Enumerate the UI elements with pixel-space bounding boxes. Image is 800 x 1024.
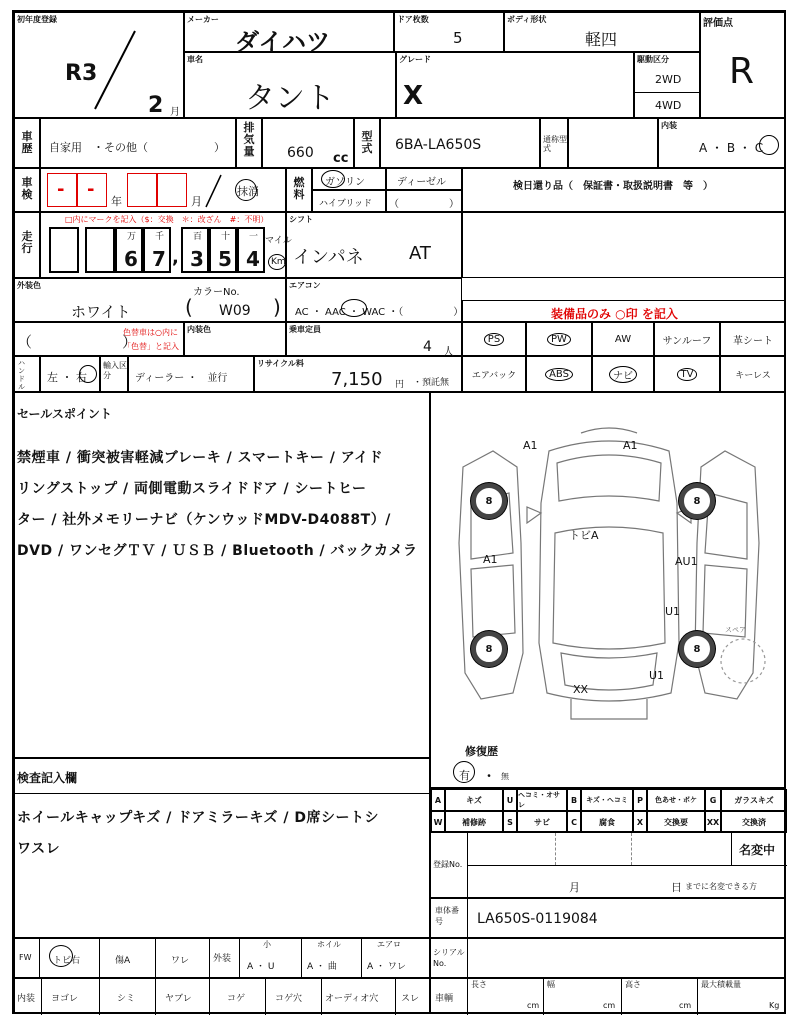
- equip-abs-label: ABS: [545, 368, 573, 381]
- inspection-notes-divider: [15, 793, 431, 794]
- color-no-label: カラーNo.: [193, 287, 240, 298]
- mileage-digit-box-6: [237, 227, 265, 273]
- common-type-cell: [568, 118, 658, 168]
- tyre-rear-right-mark: 8: [693, 643, 701, 655]
- equip-aw-label: AW: [614, 333, 632, 345]
- maker-value: ダイハツ: [235, 28, 331, 56]
- fw-vline-5: [301, 939, 302, 979]
- fuel-other-cell: [386, 190, 462, 212]
- legend-desc: サビ: [517, 811, 567, 833]
- equipment-title: 装備品のみ ○印 を記入: [551, 307, 678, 321]
- ext-aero-label: エアロ: [377, 940, 401, 949]
- fw-item-3: ワレ: [171, 956, 190, 966]
- mileage-unit-ju: 十: [221, 232, 231, 242]
- equip-pw-label: PW: [547, 333, 571, 346]
- int-vline-0: [41, 979, 42, 1015]
- doors-value: 5: [453, 29, 463, 47]
- int-item-7: スレ: [401, 994, 420, 1004]
- equip-ps-label: PS: [484, 333, 504, 346]
- damage-legend-grid: [431, 789, 787, 833]
- recycle-label: リサイクル料: [257, 359, 304, 368]
- mileage-label: 走行: [21, 230, 33, 255]
- fw-item-1: トビ右: [53, 956, 81, 966]
- mileage-digit-5: 4: [246, 247, 260, 271]
- legend-desc: 交換要: [647, 811, 705, 833]
- equip-navi: [592, 356, 654, 392]
- interior-grade-cell: [658, 118, 786, 168]
- model-cell: [184, 52, 396, 118]
- equip-abs: [526, 356, 592, 392]
- dimensions-label: 車輌: [435, 994, 454, 1004]
- dims-vline-3: [697, 979, 698, 1015]
- grade-value: X: [403, 81, 424, 111]
- fuel-gas-circle: [321, 170, 345, 188]
- color-no-value: W09: [219, 303, 251, 319]
- capacity-value: 4: [423, 339, 432, 355]
- inspection-year-unit: 年: [111, 195, 122, 208]
- color-no-paren-close: ): [273, 295, 281, 319]
- color-no-paren-open: (: [185, 295, 193, 319]
- sales-line-4: DVD / ワンセグＴＶ / ＵＳＢ / Bluetooth / バックカメラ: [17, 543, 418, 559]
- auction-sheet: [12, 10, 786, 1014]
- mark-front-left: A1: [523, 439, 538, 452]
- recycle-cell: [254, 356, 462, 392]
- dims-vline-0: [467, 979, 468, 1015]
- mileage-km-label: Km: [271, 257, 286, 267]
- height-unit: cm: [679, 1001, 692, 1010]
- mileage-unit-man: 万: [127, 232, 137, 242]
- doors-label: ドア枚数: [397, 15, 429, 24]
- tyre-front-left: [471, 483, 507, 519]
- legend-desc: キズ: [445, 789, 503, 811]
- first-registration-cell: [14, 12, 184, 118]
- interior-grade-label: 内装: [661, 121, 677, 130]
- tyre-rear-left-mark: 8: [485, 643, 493, 655]
- recycle-unit: 円: [395, 380, 405, 390]
- legend-code: U: [503, 789, 517, 811]
- int-item-2: シミ: [117, 994, 136, 1004]
- repair-no: 無: [501, 772, 509, 781]
- fuel-diesel-cell: [386, 168, 462, 190]
- name-change-label: 名変中: [739, 843, 776, 857]
- dims-vline-1: [543, 979, 544, 1015]
- inspection-notes-line-1: ホイールキャップキズ / ドアミラーキズ / D席シートシ: [17, 810, 380, 826]
- exterior-color-label: 外装色: [17, 281, 41, 290]
- drive-4wd: 4WD: [655, 99, 682, 112]
- fw-vline-2: [155, 939, 156, 979]
- legend-code: P: [633, 789, 647, 811]
- height-label: 高さ: [625, 980, 641, 989]
- common-type-label-cell: [540, 118, 568, 168]
- inspection-cell: [40, 168, 286, 212]
- width-label: 幅: [547, 980, 555, 989]
- type-label: 型式: [361, 130, 373, 155]
- color-change-note-1: 色替車は○内に: [123, 328, 178, 337]
- capacity-unit: 人: [443, 345, 454, 358]
- fw-vline-4: [239, 939, 240, 979]
- mileage-digit-box-3: [143, 227, 171, 273]
- exterior-color-value: ホワイト: [71, 303, 131, 321]
- fw-vline-3: [209, 939, 210, 979]
- serial-vline: [467, 939, 468, 979]
- legend-code: G: [705, 789, 721, 811]
- documents-cell: [462, 168, 786, 212]
- ext-small-label: 小: [263, 940, 271, 949]
- model-label: 車名: [187, 55, 203, 64]
- color-change-cell: [14, 322, 184, 356]
- import-cell: [128, 356, 254, 392]
- fw-label: FW: [19, 953, 32, 962]
- body-type-value: 軽四: [585, 30, 618, 49]
- mark-front-right: A1: [623, 439, 638, 452]
- legend-desc: 腐食: [581, 811, 633, 833]
- serial-section: [430, 938, 786, 978]
- int-item-1: ヨゴレ: [51, 994, 79, 1004]
- mark-right-side: AU1: [675, 555, 698, 568]
- equip-leather: [720, 322, 786, 356]
- grade-cell: [396, 52, 634, 118]
- import-label: 輸入区分: [103, 361, 127, 380]
- fuel-label-cell: [286, 168, 312, 212]
- legend-code: X: [633, 811, 647, 833]
- mileage-label-cell: [14, 212, 40, 278]
- legend-desc: 補修跡: [445, 811, 503, 833]
- mark-left-side: A1: [483, 553, 498, 566]
- interior-grade-circle: [759, 135, 779, 155]
- mileage-unit-sen: 千: [155, 232, 165, 242]
- inspection-status: 抹消: [237, 185, 259, 198]
- tyre-front-left-mark: 8: [485, 495, 493, 507]
- tyre-rear-left: [471, 631, 507, 667]
- handle-label: ハンドル: [18, 359, 25, 391]
- int-vline-6: [395, 979, 396, 1015]
- sales-points-text: [17, 443, 418, 567]
- inspection-label: 車検: [21, 176, 33, 201]
- registration-month-unit: 月: [170, 107, 180, 118]
- inspection-notes-line-2: ワスレ: [17, 841, 61, 857]
- equip-airbag: [462, 356, 526, 392]
- fw-item-1-circle: [49, 945, 73, 967]
- damage-diagram-section: [430, 392, 786, 788]
- import-label-cell: [100, 356, 128, 392]
- doors-cell: [394, 12, 504, 52]
- inspection-year-dash-2: -: [87, 179, 95, 200]
- chassis-vline: [467, 899, 468, 939]
- fuel-diesel: ディーゼル: [397, 177, 446, 188]
- sales-line-3: ター / 社外メモリーナビ（ケンウッドMDV-D4088T）/: [17, 512, 391, 528]
- ac-label: エアコン: [289, 281, 321, 290]
- drive-cell: [634, 52, 700, 118]
- width-unit: cm: [603, 1001, 616, 1010]
- int-item-3: ヤブレ: [165, 994, 192, 1004]
- body-type-label: ボディ形状: [507, 15, 547, 24]
- history-label-cell: [14, 118, 40, 168]
- legend-code: W: [431, 811, 445, 833]
- mileage-km-circle: [268, 254, 286, 270]
- documents-text: 検日還り品（ 保証書・取扱説明書 等 ）: [513, 181, 713, 192]
- chassis-section: [430, 898, 786, 938]
- mileage-note: □内にマークを記入（$：交換 ＊：改ざん #：不明）: [65, 215, 269, 224]
- fw-vline-0: [39, 939, 40, 979]
- ext-damage-label: 外装: [213, 954, 232, 964]
- int-vline-1: [99, 979, 100, 1015]
- import-value: ディーラー ・ 並行: [135, 373, 228, 384]
- drive-divider: [635, 92, 701, 93]
- recycle-deposit: ・預託無: [413, 378, 450, 388]
- equip-keyless-label: キーレス: [735, 370, 771, 381]
- registration-vline-1: [555, 833, 556, 865]
- int-vline-2: [155, 979, 156, 1015]
- shift-value: インパネ: [293, 247, 364, 268]
- body-type-cell: [504, 12, 700, 52]
- type-value: 6BA-LA650S: [395, 137, 482, 153]
- fuel-hybrid: ハイブリッド: [319, 199, 373, 209]
- shift-label: シフト: [289, 215, 313, 224]
- fw-vline-1: [99, 939, 100, 979]
- int-damage-label: 内装: [17, 994, 36, 1004]
- equipment-notes-cell: [462, 212, 786, 278]
- inspection-label-cell: [14, 168, 40, 212]
- inspection-month-unit: 月: [191, 195, 202, 208]
- inspection-status-circle: [235, 179, 257, 201]
- dimensions-section: [430, 978, 786, 1014]
- tyre-front-right: [679, 483, 715, 519]
- displacement-value: 660: [287, 145, 314, 161]
- repair-history-label: 修復歴: [465, 745, 498, 758]
- ac-value: AC ・ AAC ・ WAC ・（ ）: [295, 307, 464, 318]
- equip-pw: [526, 322, 592, 356]
- model-value: タント: [245, 81, 335, 116]
- score-label: 評価点: [703, 18, 733, 29]
- repair-yes: 有: [459, 769, 470, 782]
- length-unit: cm: [527, 1001, 540, 1010]
- mileage-digit-box-5: [209, 227, 237, 273]
- handle-value: 左 ・ 右: [47, 371, 87, 384]
- dims-vline-2: [621, 979, 622, 1015]
- registration-hline: [467, 865, 787, 866]
- grade-label: グレード: [399, 55, 431, 64]
- common-type-label: 通称型式: [543, 135, 567, 153]
- inspection-notes-section: [14, 758, 430, 938]
- load-label: 最大積載量: [701, 980, 741, 989]
- equip-tv: [654, 356, 720, 392]
- mileage-digit-2: 7: [152, 247, 166, 271]
- fw-row: [14, 938, 430, 978]
- registration-vline: [467, 833, 468, 899]
- registration-vline-2: [631, 833, 632, 865]
- int-item-6: オーディオ穴: [325, 994, 379, 1004]
- load-unit: Kg: [769, 1001, 780, 1010]
- color-change-paren: （ ）: [17, 333, 138, 351]
- equip-leather-label: 革シート: [733, 335, 773, 347]
- int-vline-3: [209, 979, 210, 1015]
- color-change-note-2: 「色替」と記入: [123, 342, 179, 351]
- mileage-mile-label: マイル: [265, 236, 292, 246]
- equip-tv-label: TV: [677, 368, 698, 381]
- interior-color-cell: [184, 322, 286, 356]
- type-label-cell: [354, 118, 380, 168]
- handle-cell: [40, 356, 100, 392]
- fw-item-2: 傷A: [115, 956, 131, 966]
- ext-small-value: A ・ U: [247, 962, 275, 972]
- spare-label: スペア: [725, 626, 746, 634]
- equip-sunroof: [654, 322, 720, 356]
- handle-circle: [79, 365, 97, 383]
- legend-desc: 交換済: [721, 811, 787, 833]
- mark-hood: トビA: [569, 529, 599, 542]
- inspection-notes-title: 検査記入欄: [17, 771, 78, 785]
- equip-keyless: [720, 356, 786, 392]
- equip-ps: [462, 322, 526, 356]
- int-item-4: コゲ: [227, 994, 246, 1004]
- fuel-gas-cell: [312, 168, 386, 190]
- mileage-unit-hyaku: 百: [193, 232, 203, 242]
- legend-desc: ヘコミ・オサレ: [517, 789, 567, 811]
- tyre-rear-right: [679, 631, 715, 667]
- car-diagram: [431, 393, 787, 789]
- chassis-label: 車体番号: [435, 906, 459, 926]
- maker-label: メーカー: [187, 15, 219, 24]
- int-item-5: コゲ穴: [275, 994, 303, 1004]
- shift-cell: [286, 212, 462, 278]
- inspection-notes-text: [17, 803, 379, 865]
- legend-code: B: [567, 789, 581, 811]
- sales-line-2: リングストップ / 両側電動スライドドア / シートヒー: [17, 481, 367, 497]
- legend-desc: ガラスキズ: [721, 789, 787, 811]
- repair-dot: ・: [483, 769, 496, 783]
- displacement-cell: [262, 118, 354, 168]
- legend-desc: 色あせ・ボケ: [647, 789, 705, 811]
- fw-vline-6: [361, 939, 362, 979]
- deadline-month-unit: 月: [569, 881, 580, 894]
- legend-code: S: [503, 811, 517, 833]
- mileage-unit-ichi: 一: [249, 232, 259, 242]
- mark-rear: XX: [573, 683, 589, 696]
- equip-sunroof-label: サンルーフ: [662, 335, 712, 347]
- type-cell: [380, 118, 540, 168]
- deadline-text: までに名変できる方: [685, 882, 757, 891]
- legend-code: XX: [705, 811, 721, 833]
- first-registration-label: 初年度登録: [17, 15, 57, 24]
- registration-section: [430, 832, 786, 898]
- registration-label: 登録No.: [433, 860, 463, 869]
- serial-label: シリアルNo.: [433, 948, 465, 968]
- recycle-value: 7,150: [331, 369, 383, 390]
- sales-points-section: [14, 392, 430, 758]
- ac-cell: [286, 278, 462, 322]
- inspection-year-dash-1: -: [57, 179, 65, 200]
- fuel-hybrid-cell: [312, 190, 386, 212]
- score-cell: [700, 12, 786, 118]
- drive-label: 駆動区分: [637, 55, 669, 64]
- fuel-label: 燃料: [293, 176, 305, 201]
- displacement-label: 排気量: [243, 121, 255, 158]
- interior-color-label: 内装色: [187, 325, 211, 334]
- ext-aero-value: A ・ ワレ: [367, 962, 406, 972]
- legend-code: C: [567, 811, 581, 833]
- mileage-mark-box: [49, 227, 79, 273]
- mileage-digit-box-2: [115, 227, 143, 273]
- mileage-digit-3: 3: [190, 247, 204, 271]
- ext-wheel-label: ホイル: [317, 940, 341, 949]
- tyre-front-right-mark: 8: [693, 495, 701, 507]
- shift-type: AT: [409, 243, 431, 264]
- drive-2wd: 2WD: [655, 73, 682, 86]
- legend-code: A: [431, 789, 445, 811]
- displacement-label-cell: [236, 118, 262, 168]
- history-label: 車歴: [21, 130, 33, 155]
- legend-desc: キズ・ヘコミ: [581, 789, 633, 811]
- equip-aw: [592, 322, 654, 356]
- registration-era: R3: [65, 61, 98, 86]
- mileage-digit-box-1: [85, 227, 115, 273]
- mileage-digit-1: 6: [124, 247, 138, 271]
- repair-yes-circle: [453, 761, 475, 783]
- fuel-other: （ ）: [389, 199, 459, 210]
- history-value: 自家用 ・その他（ ）: [49, 141, 225, 154]
- chassis-value: LA650S-0119084: [477, 911, 598, 927]
- capacity-label: 乗車定員: [289, 325, 321, 334]
- deadline-day-unit: 日: [671, 881, 682, 894]
- length-label: 長さ: [471, 980, 487, 989]
- mileage-comma: ,: [172, 247, 179, 268]
- interior-damage-row: [14, 978, 430, 1014]
- interior-grade-value: A ・ B ・ C: [699, 141, 764, 155]
- displacement-unit: cc: [333, 151, 349, 166]
- sales-points-title: セールスポイント: [17, 407, 112, 421]
- capacity-cell: [286, 322, 462, 356]
- registration-vline-3: [731, 833, 732, 865]
- fuel-gas: ガソリン: [325, 177, 365, 188]
- ext-wheel-value: A ・ 曲: [307, 962, 337, 972]
- handle-label-cell: [14, 356, 40, 392]
- exterior-color-cell: [14, 278, 286, 322]
- sales-line-1: 禁煙車 / 衝突被害軽減ブレーキ / スマートキー / アイド: [17, 450, 383, 466]
- equip-airbag-label: エアバック: [471, 370, 517, 381]
- registration-month: 2: [148, 93, 164, 118]
- mileage-digit-4: 5: [218, 247, 232, 271]
- history-cell: [40, 118, 236, 168]
- int-vline-5: [321, 979, 322, 1015]
- ac-circle: [341, 299, 367, 317]
- score-value: R: [729, 51, 755, 92]
- mileage-digit-box-4: [181, 227, 209, 273]
- mark-right-u1-b: U1: [649, 669, 665, 682]
- damage-legend: [430, 788, 786, 832]
- mileage-cell: [40, 212, 292, 278]
- int-vline-4: [265, 979, 266, 1015]
- equipment-title-cell: [462, 300, 786, 322]
- maker-cell: [184, 12, 394, 56]
- equip-navi-label: ナビ: [609, 366, 637, 383]
- mark-right-u1-a: U1: [665, 605, 681, 618]
